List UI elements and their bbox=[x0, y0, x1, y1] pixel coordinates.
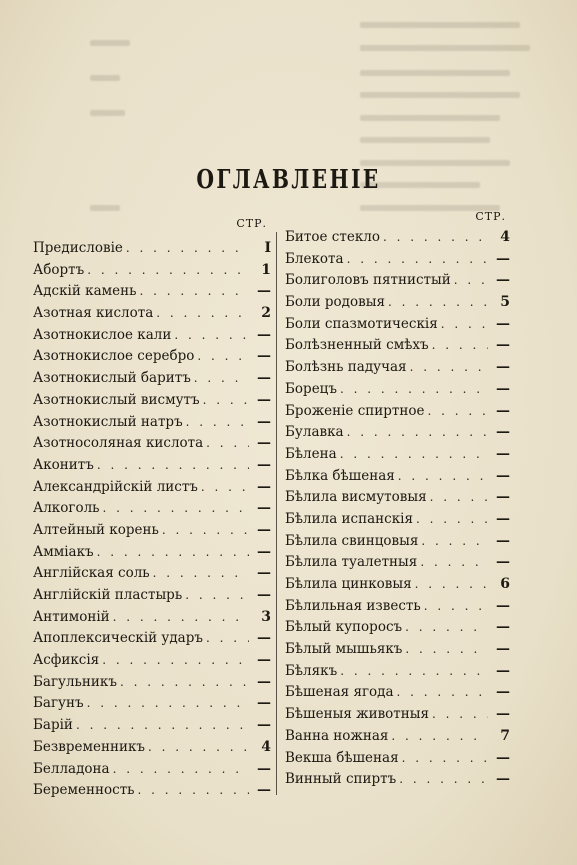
bleed-line bbox=[90, 110, 125, 116]
toc-entry bbox=[285, 357, 510, 379]
dot-leader bbox=[136, 281, 249, 303]
toc-entry bbox=[285, 401, 510, 423]
toc-entry bbox=[33, 585, 271, 607]
toc-entry-page: — bbox=[257, 760, 271, 777]
toc-entry-label: Бѣшеная ягода bbox=[285, 684, 394, 701]
toc-entry-page: — bbox=[496, 771, 510, 788]
toc-entry-label: Аконитъ bbox=[33, 456, 94, 473]
toc-entry-page: — bbox=[496, 619, 510, 636]
toc-entry bbox=[33, 260, 271, 282]
toc-entry bbox=[285, 596, 510, 618]
toc-entry bbox=[33, 412, 271, 434]
dot-leader bbox=[135, 780, 249, 802]
toc-entry-label: Беременность bbox=[33, 782, 135, 799]
toc-entry-label: Боли родовыя bbox=[285, 294, 385, 311]
toc-entry bbox=[285, 682, 510, 704]
toc-entry bbox=[33, 563, 271, 585]
dot-leader bbox=[203, 433, 249, 455]
toc-entry bbox=[33, 759, 271, 781]
toc-entry bbox=[33, 498, 271, 520]
dot-leader bbox=[123, 238, 249, 260]
dot-leader bbox=[421, 596, 488, 618]
dot-leader bbox=[145, 737, 249, 759]
dot-leader bbox=[84, 693, 249, 715]
toc-entry bbox=[285, 379, 510, 401]
toc-entry-page: 1 bbox=[261, 261, 271, 278]
dot-leader bbox=[395, 466, 488, 488]
toc-entry bbox=[285, 639, 510, 661]
toc-entry bbox=[33, 715, 271, 737]
toc-entry-label: Битое стекло bbox=[285, 229, 380, 245]
bleed-line bbox=[90, 205, 120, 211]
dot-leader bbox=[194, 346, 249, 368]
dot-leader bbox=[110, 759, 249, 781]
bleed-line bbox=[360, 137, 490, 143]
toc-entry bbox=[285, 661, 510, 683]
toc-entry-label: Ванна ножная bbox=[285, 727, 389, 744]
dot-leader bbox=[438, 314, 488, 336]
dot-leader bbox=[380, 227, 488, 249]
toc-entry-label: Бѣлила цинковыя bbox=[285, 576, 412, 592]
dot-leader bbox=[200, 390, 249, 412]
dot-leader bbox=[198, 477, 249, 499]
toc-entry-label: Бѣлый мышьякъ bbox=[285, 641, 403, 658]
toc-entry bbox=[33, 780, 271, 802]
dot-leader bbox=[182, 585, 249, 607]
toc-entry bbox=[285, 769, 510, 791]
toc-entry-label: Алтейный корень bbox=[33, 521, 159, 538]
dot-leader bbox=[412, 574, 488, 596]
dot-leader bbox=[94, 455, 249, 477]
dot-leader bbox=[424, 401, 488, 423]
dot-leader bbox=[110, 607, 249, 629]
toc-entry bbox=[33, 325, 271, 347]
toc-entry-label: Асфиксія bbox=[33, 652, 100, 669]
toc-entry bbox=[33, 238, 271, 260]
toc-entry bbox=[285, 422, 510, 444]
toc-entry bbox=[33, 542, 271, 564]
dot-leader bbox=[385, 292, 488, 314]
toc-entry-label: Алкоголь bbox=[33, 500, 100, 517]
toc-entry-page: — bbox=[257, 652, 271, 669]
toc-entry-label: Бѣлякъ bbox=[285, 662, 338, 679]
toc-entry-page: — bbox=[257, 435, 271, 452]
dot-leader bbox=[394, 682, 488, 704]
toc-entry-page: — bbox=[496, 706, 510, 723]
toc-entry-page: — bbox=[257, 565, 271, 582]
toc-entry bbox=[285, 552, 510, 574]
bleed-line bbox=[360, 45, 530, 51]
toc-entry-label: Азотносоляная кислота bbox=[33, 435, 204, 452]
toc-entry-label: Боли спазмотическія bbox=[285, 315, 438, 332]
dot-leader bbox=[203, 628, 249, 650]
toc-entry-label: Блекота bbox=[285, 250, 344, 267]
toc-entry bbox=[285, 314, 510, 336]
toc-entry bbox=[33, 737, 271, 759]
bleed-line bbox=[360, 115, 500, 121]
toc-entry bbox=[285, 704, 510, 726]
toc-entry-label: Болиголовъ пятнистый bbox=[285, 272, 451, 289]
toc-entry bbox=[33, 672, 271, 694]
dot-leader bbox=[407, 357, 488, 379]
toc-entry-page: 6 bbox=[500, 576, 510, 592]
toc-entry bbox=[33, 455, 271, 477]
toc-entry-label: Англійская соль bbox=[33, 565, 150, 582]
toc-entry bbox=[285, 531, 510, 553]
toc-entry-label: Бѣлила висмутовыя bbox=[285, 489, 427, 506]
toc-entry bbox=[33, 390, 271, 412]
toc-entry bbox=[285, 444, 510, 466]
toc-entry-label: Бѣлила испанскія bbox=[285, 510, 413, 527]
dot-leader bbox=[94, 542, 249, 564]
dot-leader bbox=[418, 531, 488, 553]
toc-entry-label: Безвременникъ bbox=[33, 738, 146, 755]
dot-leader bbox=[388, 726, 488, 748]
bleed-line bbox=[90, 40, 130, 46]
toc-entry-label: Борецъ bbox=[285, 380, 337, 397]
dot-leader bbox=[150, 563, 249, 585]
dot-leader bbox=[417, 552, 488, 574]
toc-entry-page: — bbox=[496, 597, 510, 614]
toc-entry bbox=[33, 520, 271, 542]
toc-list-right bbox=[285, 227, 510, 791]
toc-entry-label: Абортъ bbox=[33, 261, 85, 278]
toc-entry bbox=[33, 346, 271, 368]
toc-entry bbox=[285, 466, 510, 488]
toc-entry-page: — bbox=[257, 587, 271, 603]
dot-leader bbox=[402, 639, 488, 661]
dot-leader bbox=[183, 412, 249, 434]
toc-entry-page: — bbox=[496, 641, 510, 658]
toc-entry-label: Антимоній bbox=[33, 608, 110, 625]
toc-entry-label: Болѣзненный смѣхъ bbox=[285, 337, 429, 354]
dot-leader bbox=[159, 520, 249, 542]
toc-entry-label: Александрійскій листъ bbox=[33, 478, 198, 495]
toc-entry-label: Бѣлка бѣшеная bbox=[285, 467, 395, 484]
dot-leader bbox=[413, 509, 488, 531]
toc-entry-label: Адскій камень bbox=[33, 283, 137, 300]
toc-entry-page: — bbox=[257, 478, 271, 495]
toc-entry bbox=[285, 748, 510, 770]
toc-entry-page: — bbox=[496, 315, 510, 332]
toc-entry bbox=[33, 628, 271, 650]
toc-entry-label: Булавка bbox=[285, 424, 344, 441]
column-divider bbox=[276, 232, 277, 795]
toc-entry-page: — bbox=[257, 673, 271, 690]
dot-leader bbox=[99, 650, 249, 672]
dot-leader bbox=[84, 260, 249, 282]
toc-entry-page: 2 bbox=[261, 305, 271, 322]
bleed-line bbox=[360, 92, 520, 98]
page-title: ОГЛАВЛЕНІЕ bbox=[196, 165, 381, 195]
toc-entry bbox=[285, 726, 510, 748]
toc-entry-page: — bbox=[496, 749, 510, 766]
toc-entry-label: Бѣлильная известь bbox=[285, 597, 421, 614]
toc-entry-page: — bbox=[496, 532, 510, 549]
bleed-line bbox=[360, 70, 510, 76]
toc-entry-page: 3 bbox=[261, 608, 271, 625]
toc-entry-label: Азотнокислый баритъ bbox=[33, 370, 191, 387]
toc-entry-page: 5 bbox=[500, 294, 510, 311]
dot-leader bbox=[171, 325, 249, 347]
toc-entry-label: Аммiакъ bbox=[33, 543, 94, 560]
toc-entry-label: Апоплексическій ударъ bbox=[33, 630, 203, 647]
toc-entry-label: Бѣлый купоросъ bbox=[285, 619, 403, 636]
toc-entry-page: — bbox=[257, 391, 271, 408]
toc-entry-page: — bbox=[496, 467, 510, 484]
dot-leader bbox=[337, 379, 488, 401]
bleed-line bbox=[90, 75, 120, 81]
toc-entry bbox=[33, 303, 271, 325]
dot-leader bbox=[451, 270, 488, 292]
toc-column-left bbox=[33, 216, 271, 802]
toc-entry-label: Бѣлена bbox=[285, 445, 337, 462]
toc-entry-label: Азотная кислота bbox=[33, 305, 154, 322]
toc-entry-page: — bbox=[496, 359, 510, 376]
dot-leader bbox=[73, 715, 249, 737]
toc-entry-page: — bbox=[496, 250, 510, 267]
page-column-header: СТР. bbox=[475, 210, 506, 223]
dot-leader bbox=[429, 704, 488, 726]
toc-entry-page: — bbox=[257, 630, 271, 647]
toc-entry-label: Предисловіе bbox=[33, 240, 123, 256]
toc-entry bbox=[33, 368, 271, 390]
toc-entry bbox=[33, 650, 271, 672]
toc-entry-page: — bbox=[257, 348, 271, 365]
toc-entry-page: — bbox=[496, 662, 510, 679]
toc-entry-page: I bbox=[264, 240, 271, 256]
toc-entry-label: Броженіе спиртное bbox=[285, 402, 425, 419]
toc-entry-label: Бѣлила свинцовыя bbox=[285, 532, 419, 549]
toc-entry-label: Барій bbox=[33, 717, 73, 734]
toc-entry-label: Белладона bbox=[33, 760, 110, 777]
toc-entry-page: — bbox=[257, 456, 271, 473]
toc-entry bbox=[285, 270, 510, 292]
toc-entry bbox=[285, 487, 510, 509]
toc-entry bbox=[33, 607, 271, 629]
toc-entry-label: Винный спиртъ bbox=[285, 771, 397, 788]
toc-entry-label: Азотнокислое серебро bbox=[33, 348, 195, 365]
toc-entry-label: Азотнокислый висмутъ bbox=[33, 391, 200, 408]
page-column-header: СТР. bbox=[236, 217, 267, 230]
toc-entry-page: — bbox=[496, 424, 510, 441]
toc-entry-label: Багульникъ bbox=[33, 673, 117, 690]
toc-entry-page: — bbox=[257, 283, 271, 300]
toc-entry-page: — bbox=[257, 370, 271, 387]
bleed-line bbox=[360, 22, 520, 28]
toc-entry-page: — bbox=[257, 695, 271, 712]
toc-entry-page: 4 bbox=[500, 229, 510, 245]
show-through-text bbox=[60, 0, 530, 230]
toc-entry bbox=[33, 281, 271, 303]
dot-leader bbox=[191, 368, 249, 390]
toc-entry bbox=[285, 617, 510, 639]
toc-entry-page: — bbox=[496, 489, 510, 506]
dot-leader bbox=[399, 748, 488, 770]
toc-entry-label: Бѣшеныя животныя bbox=[285, 706, 430, 723]
toc-entry-label: Англійскій пластырь bbox=[33, 587, 183, 603]
toc-entry-page: — bbox=[257, 543, 271, 560]
toc-entry bbox=[33, 433, 271, 455]
toc-entry bbox=[285, 335, 510, 357]
toc-entry-page: — bbox=[257, 413, 271, 430]
toc-entry-page: — bbox=[496, 272, 510, 289]
toc-entry bbox=[285, 292, 510, 314]
toc-entry-label: Болѣзнь падучая bbox=[285, 359, 407, 376]
toc-entry-page: — bbox=[257, 500, 271, 517]
dot-leader bbox=[427, 487, 488, 509]
toc-entry-page: — bbox=[496, 554, 510, 571]
dot-leader bbox=[402, 617, 488, 639]
toc-entry-label: Векша бѣшеная bbox=[285, 749, 399, 766]
toc-entry-page: — bbox=[257, 521, 271, 538]
toc-entry bbox=[285, 509, 510, 531]
toc-list-left bbox=[33, 238, 271, 802]
dot-leader bbox=[344, 422, 488, 444]
dot-leader bbox=[344, 249, 488, 271]
toc-entry-page: 7 bbox=[500, 727, 510, 744]
toc-entry-label: Багунъ bbox=[33, 695, 84, 712]
dot-leader bbox=[429, 335, 488, 357]
toc-entry-page: — bbox=[257, 326, 271, 343]
toc-entry bbox=[33, 477, 271, 499]
toc-entry-page: — bbox=[496, 380, 510, 397]
toc-column-right bbox=[285, 210, 510, 791]
dot-leader bbox=[337, 444, 488, 466]
toc-entry-page: — bbox=[496, 445, 510, 462]
toc-entry bbox=[285, 574, 510, 596]
toc-entry-page: — bbox=[257, 717, 271, 734]
toc-entry bbox=[285, 249, 510, 271]
toc-entry bbox=[33, 693, 271, 715]
toc-entry-label: Азотнокислый натръ bbox=[33, 413, 183, 430]
toc-entry-page: — bbox=[496, 684, 510, 701]
toc-entry-page: 4 bbox=[261, 738, 271, 755]
dot-leader bbox=[117, 672, 249, 694]
toc-entry-label: Бѣлила туалетныя bbox=[285, 554, 418, 571]
dot-leader bbox=[396, 769, 488, 791]
toc-entry bbox=[285, 227, 510, 249]
dot-leader bbox=[153, 303, 249, 325]
toc-entry-page: — bbox=[496, 510, 510, 527]
dot-leader bbox=[337, 661, 488, 683]
toc-entry-page: — bbox=[496, 402, 510, 419]
toc-entry-page: — bbox=[496, 337, 510, 354]
dot-leader bbox=[100, 498, 250, 520]
toc-entry-label: Азотнокислое кали bbox=[33, 326, 172, 343]
toc-entry-page: — bbox=[257, 782, 271, 799]
